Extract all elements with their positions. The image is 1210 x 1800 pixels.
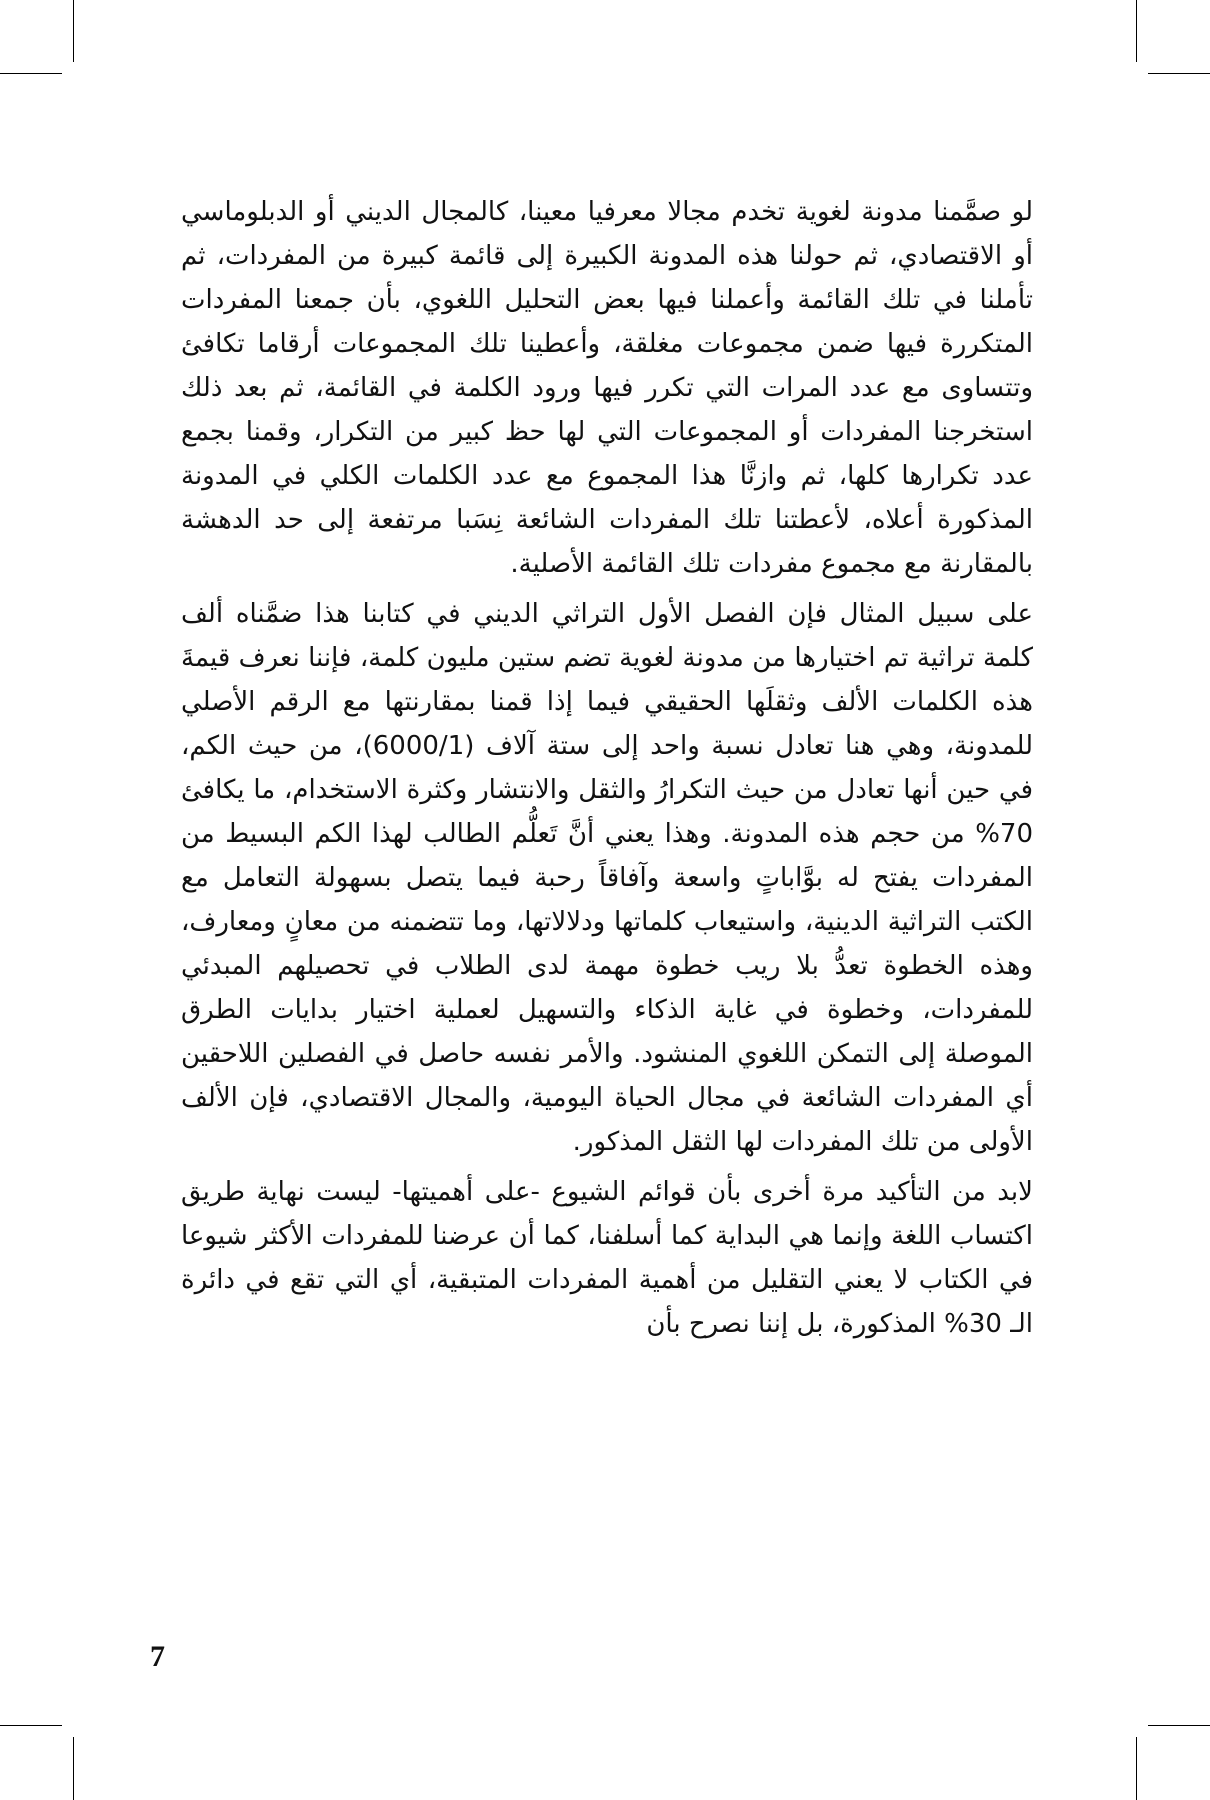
paragraph-3: لابد من التأكيد مرة أخرى بأن قوائم الشيوع -على أهميتها- ليست نهاية طريق اكتساب اللغة وإنما هي البداية كما أسلفنا، كما أن عرضنا للمفردات الأكثر شيوعا في الكتاب لا يعني التقليل من أهمية المفردات المتبقية، أي التي تقع في دائرة الـ 30% المذكورة، بل إننا نصرح بأن bbox=[181, 1177, 1033, 1339]
page-number: 7 bbox=[150, 1640, 165, 1673]
paragraph-2: على سبيل المثال فإن الفصل الأول التراثي الديني في كتابنا هذا ضمَّناه ألف كلمة تراثية تم اختيارها من مدونة لغوية تضم ستين مليون كلمة، فإننا نعرف قيمةَ هذه الكلمات الألف وثقلَها الحقيقي فيما إذا قمنا بمقارنتها مع الرقم الأصلي للمدونة، وهي هنا تعادل نسبة واحد إلى ستة آلاف (6000/1)، من حيث الكم، في حين أنها تعادل من حيث التكرارُ والثقل والانتشار وكثرة الاستخدام، ما يكافئ 70% من حجم هذه المدونة. وهذا يعني أنَّ تَعلُّم الطالب لهذا الكم البسيط من المفردات يفتح له بوَّاباتٍ واسعة وآفاقاً رحبة فيما يتصل بسهولة التعامل مع الكتب التراثية الدينية، واستيعاب كلماتها ودلالاتها، وما تتضمنه من معانٍ ومعارف، وهذه الخطوة تعدُّ بلا ريب خطوة مهمة لدى الطلاب في تحصيلهم المبدئي للمفردات، وخطوة في غاية الذكاء والتسهيل لعملية اختيار بدايات الطرق الموصلة إلى التمكن اللغوي المنشود. والأمر نفسه حاصل في الفصلين اللاحقين أي المفردات الشائعة في مجال الحياة اليومية، والمجال الاقتصادي، فإن الألف الأولى من تلك المفردات لها الثقل المذكور. bbox=[181, 599, 1033, 1157]
body-text bbox=[181, 190, 1033, 1352]
paragraph-1: لو صمَّمنا مدونة لغوية تخدم مجالا معرفيا معينا، كالمجال الديني أو الدبلوماسي أو الاقتصادي، ثم حولنا هذه المدونة الكبيرة إلى قائمة كبيرة من المفردات، ثم تأملنا في تلك القائمة وأعملنا فيها بعض التحليل اللغوي، بأن جمعنا المفردات المتكررة فيها ضمن مجموعات مغلقة، وأعطينا تلك المجموعات أرقاما تكافئ وتتساوى مع عدد المرات التي تكرر فيها ورود الكلمة في القائمة، ثم بعد ذلك استخرجنا المفردات أو المجموعات التي لها حظ كبير من التكرار، وقمنا بجمع عدد تكرارها كلها، ثم وازنَّا هذا المجموع مع عدد الكلمات الكلي في المدونة المذكورة أعلاه، لأعطتنا تلك المفردات الشائعة نِسَبا مرتفعة إلى حد الدهشة بالمقارنة مع مجموع مفردات تلك القائمة الأصلية. bbox=[181, 197, 1033, 579]
crop-mark-top-right-horizontal bbox=[1148, 73, 1210, 74]
crop-mark-bottom-right-vertical bbox=[1136, 1737, 1137, 1800]
crop-mark-top-left-horizontal bbox=[0, 73, 62, 74]
crop-mark-bottom-left-horizontal bbox=[0, 1725, 62, 1726]
crop-mark-bottom-left-vertical bbox=[73, 1737, 74, 1800]
crop-mark-top-left-vertical bbox=[73, 0, 74, 62]
crop-mark-bottom-right-horizontal bbox=[1148, 1725, 1210, 1726]
crop-mark-top-right-vertical bbox=[1136, 0, 1137, 62]
